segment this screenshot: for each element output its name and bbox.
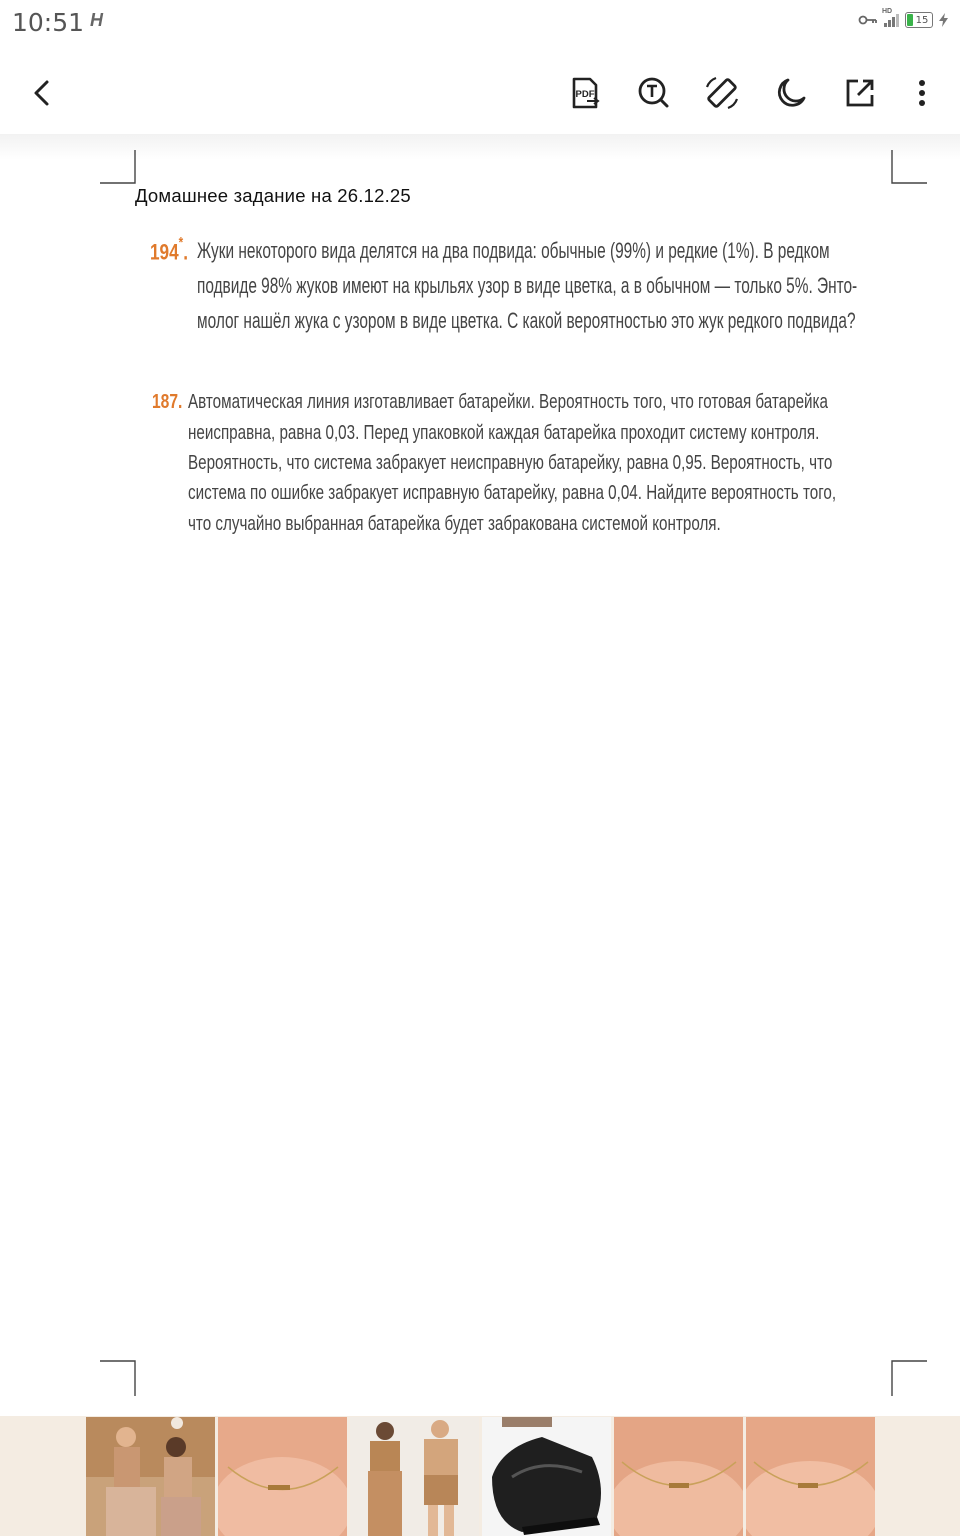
open-external-icon	[844, 77, 876, 109]
pdf-button[interactable]	[565, 73, 605, 113]
ad-pajama-set[interactable]	[350, 1417, 479, 1536]
svg-text:PDF: PDF	[575, 89, 595, 100]
chevron-left-icon	[30, 78, 54, 108]
necklace-photo-icon	[746, 1417, 875, 1536]
crop-mark-top-left	[100, 150, 136, 186]
sandal-photo-icon	[482, 1417, 611, 1536]
pdf-icon	[568, 76, 602, 110]
necklace-photo-icon	[218, 1417, 347, 1536]
notification-icon: H	[90, 10, 103, 30]
status-icons	[858, 7, 948, 28]
ad-necklace-3[interactable]	[746, 1417, 875, 1536]
crop-mark-top-right	[891, 150, 927, 186]
signal-label: HD	[882, 7, 893, 15]
difficulty-marker: *	[178, 234, 184, 251]
rotate-screen-icon	[704, 75, 740, 111]
more-options-button[interactable]	[902, 73, 942, 113]
ad-black-sandal[interactable]	[482, 1417, 611, 1536]
ad-necklace-1[interactable]	[218, 1417, 347, 1536]
battery-level: 15	[915, 14, 929, 26]
necklace-photo-icon	[614, 1417, 743, 1536]
problem-line: молог нашёл жука с узором в виде цветка. С какой вероятностью это жук редкого подвида?	[197, 308, 856, 333]
toolbar	[0, 55, 960, 131]
problem-line: система по ошибке забракует исправную батарейку, равна 0,04. Найдите вероятность того,	[188, 482, 837, 504]
text-recognize-icon	[637, 76, 671, 110]
problem-line: Автоматическая линия изготавливает батарейки. Вероятность того, что готовая батарейка	[188, 391, 828, 413]
rotate-button[interactable]	[702, 73, 742, 113]
ad-necklace-2[interactable]	[614, 1417, 743, 1536]
open-external-button[interactable]	[840, 73, 880, 113]
problem-number: 187.	[152, 391, 183, 413]
problem-line: Жуки некоторого вида делятся на два подвида: обычные (99%) и редкие (1%). В редком	[197, 238, 830, 263]
crop-mark-bottom-right	[891, 1360, 927, 1396]
battery-icon	[905, 12, 933, 28]
problem-line: Вероятность, что система забракует неисправную батарейку, равна 0,95. Вероятность, что	[188, 452, 833, 474]
problem-line: подвиде 98% жуков имеют на крыльях узор в виде цветка, а в обычном — только 5%. Энто-	[197, 273, 858, 298]
night-mode-icon	[774, 76, 808, 110]
back-button[interactable]	[22, 73, 62, 113]
night-mode-button[interactable]	[771, 73, 811, 113]
photo-icon	[350, 1417, 479, 1536]
problem-line: неисправна, равна 0,03. Перед упаковкой каждая батарейка проходит систему контроля.	[188, 422, 820, 444]
document-heading: Домашнее задание на 26.12.25	[135, 185, 411, 206]
problem-number: 194*.	[150, 234, 188, 265]
crop-mark-bottom-left	[100, 1360, 136, 1396]
text-recognition-button[interactable]	[634, 73, 674, 113]
vpn-key-icon	[858, 14, 878, 26]
document-page[interactable]	[0, 150, 960, 1410]
problem-line: что случайно выбранная батарейка будет забракована системой контроля.	[188, 513, 721, 535]
photo-icon	[86, 1417, 215, 1536]
status-bar	[0, 0, 960, 44]
signal-icon	[882, 7, 899, 27]
ad-strip	[0, 1416, 960, 1536]
more-vert-icon	[918, 79, 926, 107]
charging-icon	[939, 13, 948, 27]
status-time: 10:51	[12, 8, 85, 37]
ad-pajama-couple[interactable]	[86, 1417, 215, 1536]
